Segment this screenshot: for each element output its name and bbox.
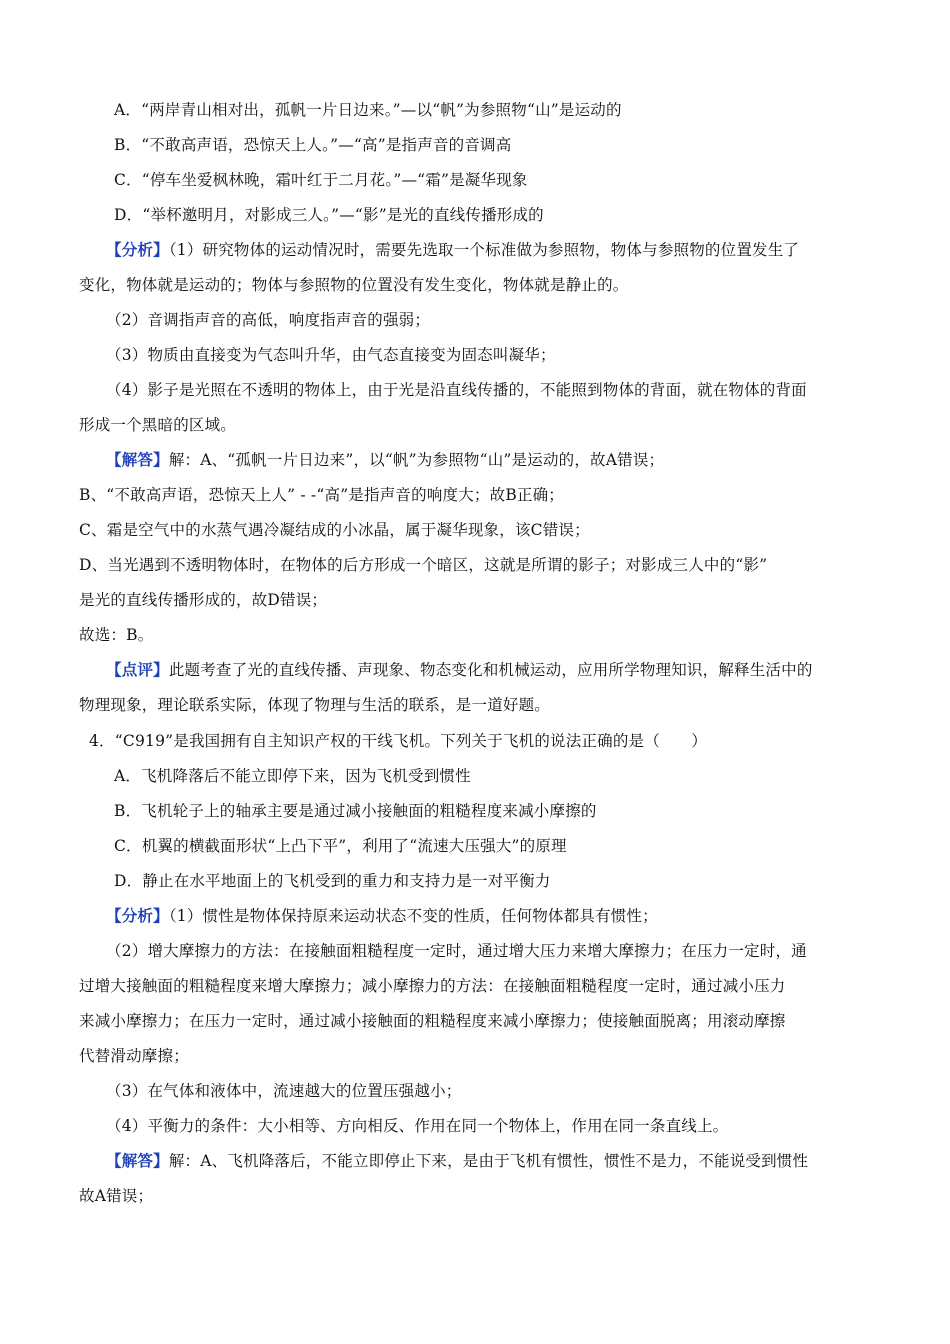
q3-answer-line-4: D、当光遇到不透明物体时，在物体的后方形成一个暗区，这就是所谓的影子；对影成三人中的“影” [79,556,768,574]
q3-comment-tag: 【点评】 [106,660,169,679]
q4-answer-tag: 【解答】 [106,1151,169,1170]
q4-analysis-line-5: 代替滑动摩擦； [79,1047,189,1065]
q4-answer-line-1 [106,1151,808,1171]
q3-answer-line-1 [106,450,664,470]
q3-option-d: D．“举杯邀明月，对影成三人。”—“影”是光的直线传播形成的 [114,206,544,224]
q3-option-b: B．“不敢高声语，恐惊天上人。”—“高”是指声音的音调高 [114,136,512,154]
q3-analysis-line-2: 变化，物体就是运动的；物体与参照物的位置没有发生变化，物体就是静止的。 [79,276,629,294]
q4-analysis-tag: 【分析】 [106,906,169,925]
q3-analysis-line-4: （3）物质由直接变为气态叫升华，由气态直接变为固态叫凝华； [106,346,556,364]
q4-option-d: D．静止在水平地面上的飞机受到的重力和支持力是一对平衡力 [114,872,551,890]
q3-analysis-line-6: 形成一个黑暗的区域。 [79,416,237,434]
q3-comment-text: 此题考查了光的直线传播、声现象、物态变化和机械运动，应用所学物理知识，解释生活中的 [168,661,813,679]
q4-stem: 4．“C919”是我国拥有自主知识产权的干线飞机。下列关于飞机的说法正确的是（ ） [89,732,708,750]
q4-option-b: B．飞机轮子上的轴承主要是通过减小接触面的粗糙程度来减小摩擦的 [114,802,597,820]
q3-option-a: A．“两岸青山相对出，孤帆一片日边来。”—以“帆”为参照物“山”是运动的 [114,101,622,119]
q4-analysis-line-1 [106,906,658,926]
q3-option-c: C．“停车坐爱枫林晚，霜叶红于二月花。”—“霜”是凝华现象 [114,171,528,189]
q4-answer-line-2: 故A错误； [79,1187,154,1205]
q4-answer-text: 解：A、飞机降落后，不能立即停止下来，是由于飞机有惯性，惯性不是力，不能说受到惯性 [168,1152,809,1170]
q3-answer-line-2: B、“不敢高声语，恐惊天上人” - -“高”是指声音的响度大；故B正确； [79,486,565,504]
q4-analysis-line-7: （4）平衡力的条件：大小相等、方向相反、作用在同一个物体上，作用在同一条直线上。 [106,1117,729,1135]
q3-analysis-line-5: （4）影子是光照在不透明的物体上，由于光是沿直线传播的，不能照到物体的背面，就在物体的背面 [106,381,807,399]
q4-option-c: C．机翼的横截面形状“上凸下平”，利用了“流速大压强大”的原理 [114,837,567,855]
q4-option-a: A．飞机降落后不能立即停下来，因为飞机受到惯性 [114,767,471,785]
q4-analysis-line-2: （2）增大摩擦力的方法：在接触面粗糙程度一定时，通过增大压力来增大摩擦力；在压力一定时，通 [106,942,807,960]
q4-analysis-line-4: 来减小摩擦力；在压力一定时，通过减小接触面的粗糙程度来减小摩擦力；使接触面脱离；用滚动摩擦 [79,1012,786,1030]
q3-analysis-line-1 [106,240,799,260]
q3-comment-line-1 [106,660,813,680]
q3-answer-line-6: 故选：B。 [79,626,154,644]
q3-analysis-text: （1）研究物体的运动情况时，需要先选取一个标准做为参照物，物体与参照物的位置发生了 [168,241,800,259]
q4-analysis-text: （1）惯性是物体保持原来运动状态不变的性质，任何物体都具有惯性； [168,907,658,925]
q3-comment-line-2: 物理现象，理论联系实际，体现了物理与生活的联系，是一道好题。 [79,696,551,714]
q3-answer-text: 解：A、“孤帆一片日边来”，以“帆”为参照物“山”是运动的，故A错误； [168,451,665,469]
q3-answer-line-5: 是光的直线传播形成的，故D错误； [79,591,328,609]
q3-answer-line-3: C、霜是空气中的水蒸气遇冷凝结成的小冰晶，属于凝华现象，该C错误； [79,521,590,539]
q3-analysis-line-3: （2）音调指声音的高低，响度指声音的强弱； [106,311,431,329]
q4-analysis-line-3: 过增大接触面的粗糙程度来增大摩擦力；减小摩擦力的方法：在接触面粗糙程度一定时，通过减小压力 [79,977,786,995]
q3-analysis-tag: 【分析】 [106,240,169,259]
q3-answer-tag: 【解答】 [106,450,169,469]
q4-analysis-line-6: （3）在气体和液体中，流速越大的位置压强越小； [106,1082,462,1100]
